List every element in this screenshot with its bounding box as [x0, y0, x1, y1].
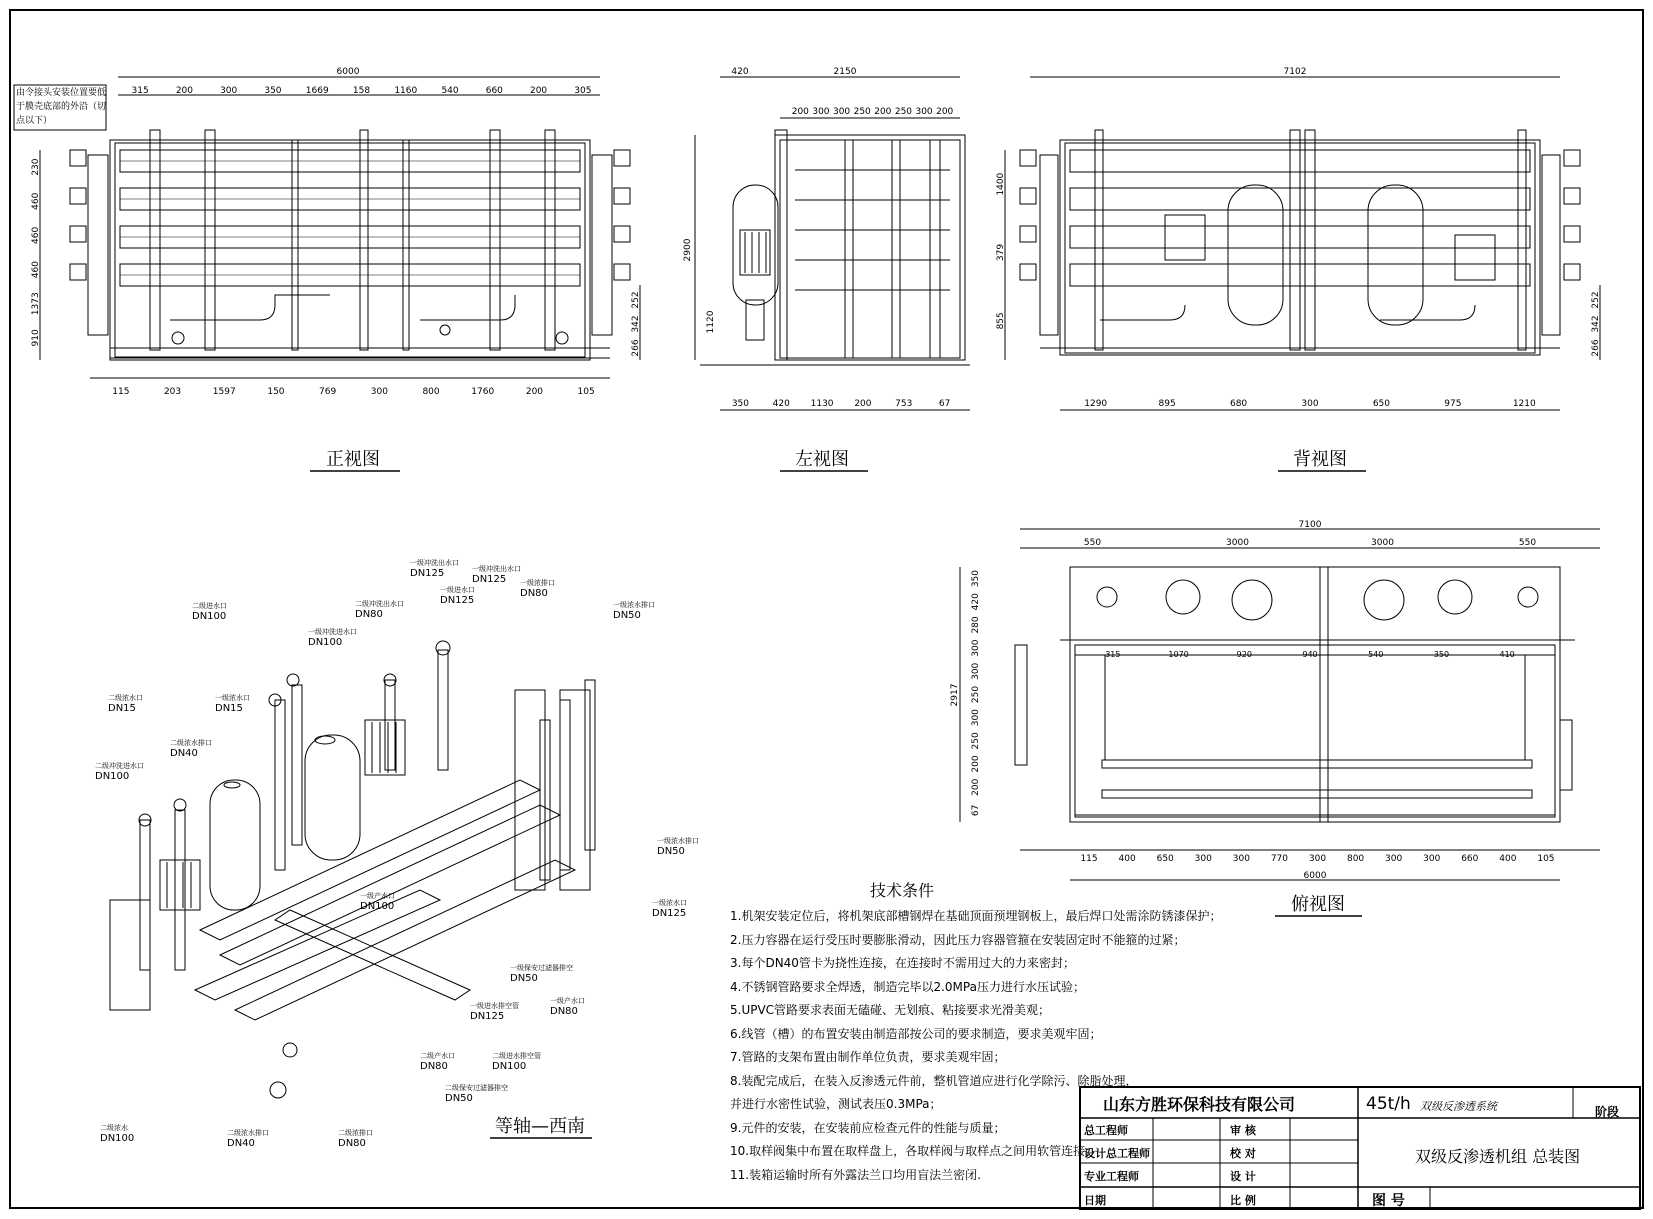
iso-port-size: DN100	[192, 611, 227, 622]
iso-port-size: DN80	[520, 588, 548, 599]
top-view-left-dim: 200	[971, 755, 981, 773]
iso-port-size: DN100	[492, 1061, 527, 1072]
iso-port-name: 一级冲洗出水口	[472, 565, 521, 573]
back-right-dim: 342	[1591, 315, 1601, 333]
back-left-dim: 1400	[996, 172, 1006, 196]
front-bottom-dim: 203	[163, 387, 182, 397]
back-bottom-dim: 895	[1158, 399, 1176, 409]
front-top-dim: 350	[264, 86, 282, 96]
back-left-dim: 379	[996, 243, 1006, 262]
iso-port-name: 二级保安过滤器排空	[445, 1084, 508, 1092]
iso-port-name: 二级进水口	[192, 602, 227, 610]
back-view-overall-width: 7102	[1283, 67, 1307, 77]
top-view-bottom-dim: 400	[1499, 854, 1517, 864]
top-view-bottom-dim: 300	[1385, 854, 1403, 864]
top-view-inner-dim: 940	[1302, 650, 1318, 659]
back-view-title: 背视图	[1293, 449, 1347, 470]
top-view-inner-dim: 410	[1499, 650, 1515, 659]
approval-scale: 比 例	[1230, 1194, 1256, 1207]
tech-condition-item: 11.装箱运输时所有外露法兰口均用盲法兰密闭.	[730, 1167, 981, 1182]
left-top-dim: 200	[936, 107, 954, 117]
isometric-view-drawing	[110, 641, 595, 1098]
iso-port-size: DN40	[170, 748, 198, 759]
back-bottom-dim: 1290	[1084, 399, 1108, 409]
top-view-inner-dim: 315	[1105, 650, 1121, 659]
iso-port-name: 一级浓水排口	[613, 601, 655, 609]
front-top-dim: 1160	[394, 86, 418, 96]
top-view-left-dim: 300	[971, 709, 981, 727]
front-right-dim: 252	[631, 291, 641, 309]
left-top-dim: 200	[791, 107, 809, 117]
iso-port-size: DN125	[440, 595, 475, 606]
front-right-dim: 342	[631, 315, 641, 333]
tech-condition-item: 4.不锈钢管路要求全焊透，制造完毕以2.0MPa压力进行水压试验；	[730, 979, 1085, 994]
role-specialist: 专业工程师	[1084, 1170, 1139, 1183]
front-top-dim: 540	[441, 86, 459, 96]
role-design-chief: 设计总工程师	[1084, 1147, 1150, 1160]
top-view-left-dim: 420	[971, 593, 981, 611]
project-system: 双级反渗透系统	[1420, 1100, 1497, 1113]
front-bottom-dim: 1760	[471, 387, 495, 397]
left-top-dim: 300	[915, 107, 933, 117]
front-bottom-dim: 200	[525, 387, 544, 397]
tech-conditions-title: 技术条件	[870, 881, 935, 900]
left-bottom-dim: 67	[938, 399, 951, 409]
back-bottom-dim: 300	[1301, 399, 1319, 409]
front-right-dim: 266	[631, 339, 641, 357]
top-view-inner-dim: 1070	[1168, 650, 1189, 659]
top-view-bottom-dim: 400	[1118, 854, 1136, 864]
top-view-bottom-dim: 115	[1080, 854, 1098, 864]
top-view-left-dim: 350	[971, 569, 981, 588]
front-left-dim: 460	[31, 260, 41, 279]
isometric-labels	[95, 558, 699, 1149]
left-top-dim: 250	[894, 107, 913, 117]
left-view-overall-width: 2150	[833, 67, 857, 77]
iso-port-size: DN80	[550, 1006, 578, 1017]
iso-port-name: 二级产水口	[420, 1052, 455, 1060]
top-view-bottom-dim: 300	[1232, 854, 1250, 864]
front-top-dim: 660	[485, 86, 503, 96]
tech-condition-item: 8.装配完成后，在装入反渗透元件前，整机管道应进行化学除污、除脂处理，	[730, 1073, 1138, 1088]
iso-port-name: 二级冲洗出水口	[355, 600, 404, 608]
iso-port-size: DN80	[420, 1061, 448, 1072]
stage-label: 阶段	[1595, 1105, 1620, 1119]
top-view-bottom-dim: 300	[1308, 854, 1327, 864]
tech-condition-item: 2.压力容器在运行受压时要膨胀滑动，因此压力容器管箍在安装固定时不能箍的过紧；	[730, 932, 1186, 947]
back-bottom-dim: 680	[1229, 399, 1248, 409]
iso-port-name: 一级冲洗出水口	[410, 559, 459, 567]
iso-port-size: DN100	[95, 771, 130, 782]
left-bottom-dim: 420	[772, 399, 790, 409]
iso-port-size: DN40	[227, 1138, 255, 1149]
iso-port-name: 二级浓水排口	[227, 1129, 269, 1137]
iso-port-name: 一级浓水排口	[657, 837, 699, 845]
front-top-dim: 300	[220, 86, 238, 96]
iso-port-size: DN100	[360, 901, 395, 912]
iso-port-size: DN50	[613, 610, 641, 621]
iso-port-size: DN125	[472, 574, 507, 585]
iso-port-size: DN125	[410, 568, 445, 579]
role-date: 日期	[1084, 1194, 1106, 1207]
top-view-left-dim: 67	[971, 804, 981, 817]
front-left-dim: 230	[31, 158, 41, 176]
top-view-title: 俯视图	[1291, 894, 1345, 915]
iso-port-name: 一级保安过滤器排空	[510, 964, 573, 972]
top-view-left-dim: 280	[971, 616, 981, 634]
company-name: 山东方胜环保科技有限公司	[1103, 1095, 1296, 1114]
top-view-left-dim: 300	[971, 639, 981, 657]
approval-check: 校 对	[1230, 1147, 1256, 1160]
iso-port-name: 一级浓水口	[652, 899, 687, 907]
front-view-note: 由令接头安装位置要低于膜壳底部的外沿（切点以下）	[16, 88, 106, 126]
iso-port-name: 一级进水排空管	[470, 1002, 519, 1010]
left-view-drawing	[683, 67, 970, 410]
iso-port-name: 一级进水口	[440, 586, 475, 594]
left-view-height-2: 1120	[706, 310, 716, 334]
top-view-bottom-dim: 800	[1346, 854, 1365, 864]
front-bottom-dim: 105	[577, 387, 595, 397]
tech-condition-item: 7.管路的支架布置由制作单位负责，要求美观牢固；	[730, 1050, 1006, 1064]
drawing-title: 双级反渗透机组 总装图	[1415, 1147, 1581, 1166]
left-view-height: 2900	[683, 238, 693, 262]
back-bottom-dim: 1210	[1512, 399, 1536, 409]
front-bottom-dim: 300	[370, 387, 388, 397]
project-capacity: 45t/h	[1366, 1094, 1411, 1114]
iso-port-name: 一级产水口	[550, 997, 585, 1005]
front-view-drawing	[31, 67, 641, 397]
back-right-dim: 266	[1591, 339, 1601, 357]
iso-port-size: DN80	[355, 609, 383, 620]
front-top-dim: 305	[574, 86, 592, 96]
iso-port-name: 一级浓水口	[215, 694, 250, 702]
iso-port-name: 二级浓排口	[338, 1129, 373, 1137]
tech-condition-item: 5.UPVC管路要求表面无磕碰、无划痕、粘接要求光滑美观；	[730, 1003, 1051, 1017]
tech-condition-item: 9.元件的安装，在安装前应检查元件的性能与质量；	[730, 1120, 1006, 1135]
top-view-top-dim: 550	[1083, 538, 1102, 548]
iso-port-size: DN100	[100, 1133, 135, 1144]
top-view-bottom-dim: 300	[1423, 854, 1441, 864]
iso-port-size: DN100	[308, 637, 343, 648]
top-view-inner-dim: 540	[1368, 650, 1384, 659]
top-view-bottom-total: 6000	[1303, 871, 1327, 881]
front-left-dim: 1373	[31, 292, 41, 316]
tech-condition-item: 6.线管（槽）的布置安装由制造部按公司的要求制造，要求美观牢固；	[730, 1026, 1102, 1041]
top-view-top-dim: 3000	[1226, 538, 1249, 548]
back-right-dim: 252	[1591, 291, 1601, 309]
front-top-dim: 200	[529, 86, 548, 96]
iso-port-name: 二级冲洗进水口	[95, 762, 144, 770]
left-top-dim: 250	[853, 107, 871, 117]
front-view-title: 正视图	[326, 449, 380, 470]
top-view-bottom-dim: 660	[1461, 854, 1479, 864]
back-view-drawing	[996, 67, 1601, 410]
top-view-inner-dim: 350	[1433, 650, 1450, 659]
left-top-dim: 300	[832, 107, 851, 117]
top-view-drawing	[950, 520, 1600, 881]
back-bottom-dim: 650	[1372, 399, 1391, 409]
front-bottom-dim: 800	[422, 387, 440, 397]
iso-port-name: 一级产水口	[360, 892, 395, 900]
iso-port-size: DN50	[657, 846, 685, 857]
back-left-dim: 855	[996, 312, 1006, 330]
top-view-left-dim: 250	[971, 685, 981, 704]
back-bottom-dim: 975	[1444, 399, 1462, 409]
front-bottom-dim: 150	[267, 387, 285, 397]
top-view-left-dim: 300	[971, 662, 981, 680]
iso-port-name: 二级浓水排口	[170, 739, 212, 747]
left-bottom-dim: 200	[854, 399, 872, 409]
top-view-bottom-dim: 300	[1194, 854, 1212, 864]
tech-condition-item: 10.取样阀集中布置在取样盘上，各取样阀与取样点之间用软管连接；	[730, 1144, 1098, 1158]
top-view-inner-dim: 920	[1236, 650, 1252, 659]
front-top-dim: 200	[175, 86, 194, 96]
iso-port-name: 一级浓排口	[520, 579, 555, 587]
left-view-title: 左视图	[795, 449, 849, 470]
left-bottom-dim: 753	[895, 399, 913, 409]
iso-port-name: 二级浓水口	[108, 694, 143, 702]
front-bottom-dim: 769	[319, 387, 337, 397]
iso-port-size: DN15	[215, 703, 243, 714]
top-view-left-dim: 200	[971, 778, 981, 796]
front-bottom-dim: 115	[112, 387, 130, 397]
top-view-top-dim: 550	[1518, 538, 1537, 548]
drawing-no-label: 图 号	[1372, 1193, 1405, 1209]
top-view-bottom-dim: 105	[1537, 854, 1555, 864]
approval-design: 设 计	[1230, 1170, 1256, 1183]
left-top-dim: 300	[812, 107, 830, 117]
left-view-top-left-dim: 420	[731, 67, 749, 77]
approval-review: 审 核	[1230, 1124, 1256, 1137]
isometric-view-title: 等轴—西南	[495, 1116, 585, 1137]
iso-port-name: 二级浓水	[100, 1124, 128, 1132]
top-view-bottom-dim: 650	[1156, 854, 1174, 864]
top-view-bottom-dim: 770	[1270, 854, 1289, 864]
front-left-dim: 460	[31, 226, 41, 245]
role-chief-engineer: 总工程师	[1084, 1124, 1128, 1137]
tech-condition-item: 并进行水密性试验，测试表压0.3MPa；	[730, 1097, 942, 1111]
iso-port-size: DN80	[338, 1138, 366, 1149]
top-view-height: 2917	[950, 683, 960, 707]
iso-port-name: 二级进水排空管	[492, 1052, 541, 1060]
left-bottom-dim: 1130	[810, 399, 834, 409]
tech-condition-item: 3.每个DN40管卡为挠性连接，在连接时不需用过大的力来密封；	[730, 956, 1075, 970]
iso-port-size: DN125	[652, 908, 687, 919]
front-left-dim: 910	[31, 329, 41, 347]
front-overall-width: 6000	[336, 67, 360, 77]
left-bottom-dim: 350	[731, 399, 750, 409]
top-view-left-dim: 250	[971, 732, 981, 750]
front-top-dim: 158	[352, 86, 371, 96]
top-view-top-dim: 3000	[1371, 538, 1394, 548]
front-left-dim: 460	[31, 192, 41, 210]
tech-condition-item: 1.机架安装定位后，将机架底部槽钢焊在基础顶面预埋钢板上，最后焊口处需涂防锈漆保护；	[730, 909, 1222, 923]
iso-port-name: 一级冲洗进水口	[308, 628, 357, 636]
front-bottom-dim: 1597	[212, 387, 236, 397]
iso-port-size: DN15	[108, 703, 136, 714]
iso-port-size: DN50	[445, 1093, 473, 1104]
front-top-dim: 1669	[305, 86, 329, 96]
top-view-overall-width: 7100	[1298, 520, 1322, 530]
iso-port-size: DN125	[470, 1011, 505, 1022]
iso-port-size: DN50	[510, 973, 538, 984]
left-top-dim: 200	[874, 107, 892, 117]
front-top-dim: 315	[131, 86, 149, 96]
